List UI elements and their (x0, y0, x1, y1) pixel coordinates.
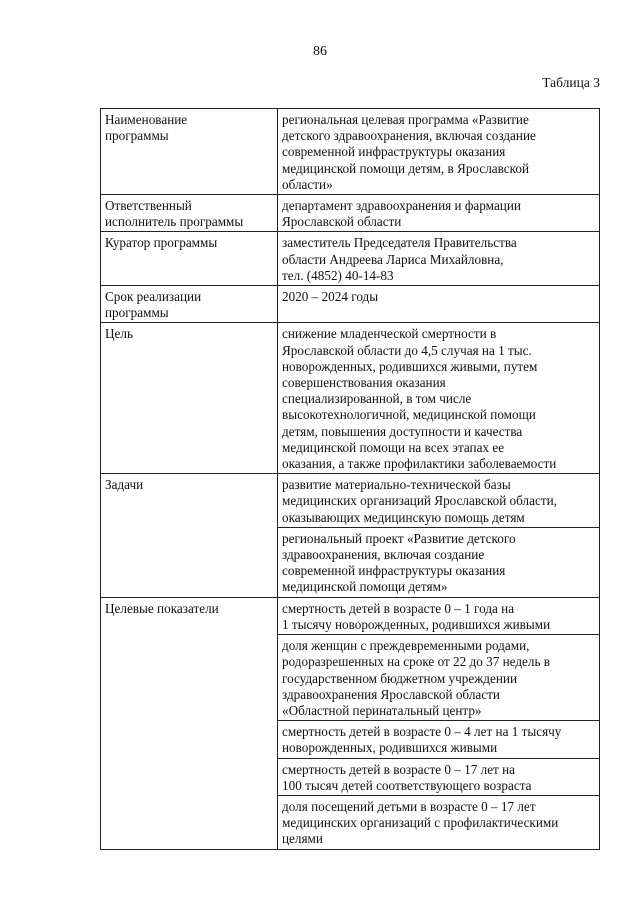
row-value-line: новорожденных, родившихся живыми (282, 740, 498, 756)
row-value-line: высокотехнологичной, медицинской помощи (282, 407, 536, 423)
row-value-line: родоразрешенных на сроке от 22 до 37 недель в (282, 654, 551, 670)
row-value-line: области Андреева Лариса Михайловна, (282, 251, 504, 267)
row-value-line: 100 тысяч детей соответствующего возраста (282, 777, 532, 793)
row-value-cell (278, 232, 600, 286)
row-value-line: современной инфраструктуры оказания (282, 563, 506, 579)
row-label-line: программы (105, 305, 169, 321)
row-value-line: департамент здравоохранения и фармации (282, 198, 521, 214)
table-label: Таблица 3 (542, 75, 600, 90)
row-value-cell (278, 323, 600, 474)
row-value-line: заместитель Председателя Правительства (282, 235, 517, 251)
row-label-cell (101, 286, 278, 323)
row-value-line: оказания, а также профилактики заболеваемости (282, 456, 557, 472)
row-value-line: смертность детей в возрасте 0 – 17 лет на (282, 761, 516, 777)
table-row (101, 195, 600, 232)
row-value-cell (278, 474, 600, 528)
row-label-line: Задачи (105, 477, 144, 493)
row-label-line: Срок реализации (105, 289, 202, 305)
row-value-line: совершенствования оказания (282, 375, 446, 391)
row-label-line: Целевые показатели (105, 600, 219, 616)
row-value-line: здравоохранения Ярославской области (282, 686, 500, 702)
row-value-line: государственном бюджетном учреждении (282, 670, 518, 686)
row-value-line: смертность детей в возрасте 0 – 4 лет на 1 тысячу (282, 724, 562, 740)
row-value-line: специализированной, в том числе (282, 391, 472, 407)
row-value-cell (278, 527, 600, 597)
row-value-line: медицинской помощи детям, в Ярославской (282, 160, 530, 176)
row-value-line: целями (282, 831, 323, 847)
row-value-cell (278, 286, 600, 323)
row-label-line: Куратор программы (105, 235, 218, 251)
row-value-line: региональная целевая программа «Развитие (282, 112, 529, 127)
row-value-line: медицинских организаций Ярославской области, (282, 493, 557, 509)
row-value-line: оказывающих медицинскую помощь детям (282, 509, 525, 525)
row-label-line: Цель (105, 326, 133, 342)
table-row (101, 597, 600, 634)
row-value-line: современной инфраструктуры оказания (282, 144, 506, 160)
table-row (101, 323, 600, 474)
row-value-line: Ярославской области (282, 214, 402, 230)
row-value-cell (278, 195, 600, 232)
row-value-line: детского здравоохранения, включая создание (282, 128, 536, 144)
row-value-line: 1 тысячу новорожденных, родившихся живыми (282, 616, 551, 632)
row-value-cell (278, 635, 600, 721)
row-value-line: доля женщин с преждевременными родами, (282, 638, 530, 654)
row-label-line: Наименование (105, 112, 188, 127)
row-value-cell (278, 795, 600, 849)
table-row (101, 286, 600, 323)
row-value-line: региональный проект «Развитие детского (282, 530, 516, 546)
table-row (101, 109, 600, 195)
row-value-line: детям, повышения доступности и качества (282, 423, 523, 439)
row-value-line: смертность детей в возрасте 0 – 1 года на (282, 600, 515, 616)
row-label-cell (101, 474, 278, 597)
page-number: 86 (313, 44, 327, 59)
row-label-cell (101, 323, 278, 474)
table-row (101, 232, 600, 286)
row-label-cell (101, 232, 278, 286)
row-label-cell (101, 109, 278, 195)
row-value-line: Ярославской области до 4,5 случая на 1 тыс. (282, 342, 532, 358)
row-value-line: новорожденных, родившихся живыми, путем (282, 358, 538, 374)
row-label-line: программы (105, 128, 169, 144)
row-label-cell (101, 195, 278, 232)
row-value-line: области» (282, 176, 333, 192)
row-value-line: здравоохранения, включая создание (282, 547, 485, 563)
row-value-line: доля посещений детьми в возрасте 0 – 17 лет (282, 798, 536, 814)
row-value-cell (278, 109, 600, 195)
row-value-line: «Областной перинатальный центр» (282, 702, 482, 718)
row-value-cell (278, 721, 600, 758)
row-value-cell (278, 597, 600, 634)
row-label-line: Ответственный (105, 198, 192, 214)
row-label-cell (101, 597, 278, 849)
program-passport-table (100, 108, 600, 850)
table-row (101, 474, 600, 528)
row-value-line: развитие материально-технической базы (282, 477, 511, 493)
row-value-line: тел. (4852) 40-14-83 (282, 267, 394, 283)
row-label-line: исполнитель программы (105, 214, 244, 230)
row-value-cell (278, 758, 600, 795)
row-value-line: 2020 – 2024 годы (282, 289, 379, 305)
row-value-line: снижение младенческой смертности в (282, 326, 497, 342)
row-value-line: медицинской помощи детям» (282, 579, 448, 595)
row-value-line: медицинских организаций с профилактическими (282, 815, 559, 831)
row-value-line: медицинской помощи на всех этапах ее (282, 439, 505, 455)
